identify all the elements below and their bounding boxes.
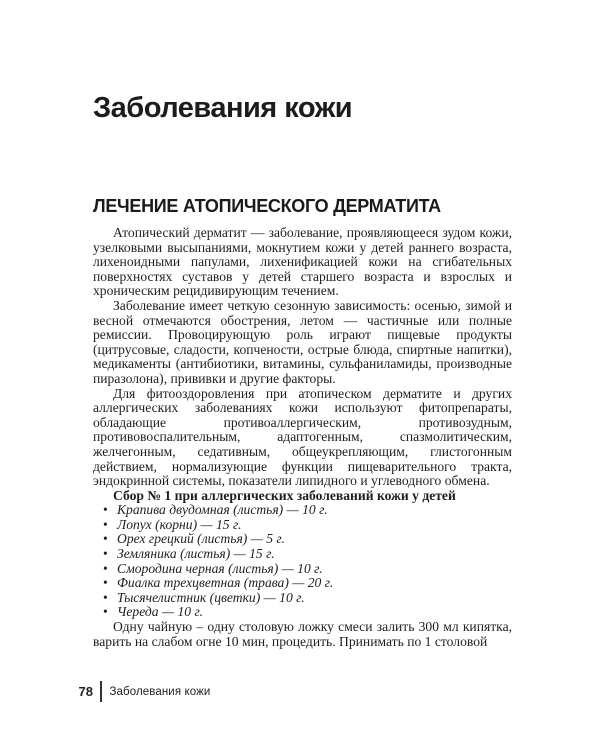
- paragraph-seasonality: Заболевание имеет четкую сезонную зависимость: осенью, зимой и весной отмечаются обострения, летом — частичные или полные ремиссии. Провоцирующую роль играют пищевые продукты (цитрусовые, сладости, копчености, острые блюда, спиртные напитки), медикаменты (антибиотики, витамины, сульфаниламиды, производные пиразолона), прививки и другие факторы.: [93, 297, 512, 386]
- chapter-title: Заболевания кожи: [93, 92, 353, 124]
- list-item-label: Лопух (корни) — 15 г.: [117, 516, 242, 532]
- list-item-label: Фиалка трехцветная (трава) — 20 г.: [117, 575, 334, 591]
- list-item: [93, 605, 512, 620]
- bullet-icon: •: [103, 502, 108, 518]
- list-item-label: Смородина черная (листья) — 10 г.: [117, 560, 323, 576]
- paragraph-instructions: Одну чайную – одну столовую ложку смеси залить 300 мл кипятка, варить на слабом огне 10 мин, процедить. Принимать по 1 столовой: [93, 619, 512, 649]
- page-footer: [71, 681, 210, 702]
- list-item-label: Крапива двудомная (листья) — 10 г.: [117, 502, 328, 518]
- section-heading: ЛЕЧЕНИЕ АТОПИЧЕСКОГО ДЕРМАТИТА: [93, 196, 441, 216]
- recipe-list: [93, 503, 512, 620]
- bullet-icon: •: [103, 560, 108, 576]
- paragraph-intro: Атопический дерматит — заболевание, проявляющееся зудом кожи, узелковыми высыпаниями, мокнутием кожи у детей раннего возраста, лихеноидными папулами, лихенификацией кожи на сгибательных поверхностях суставов у детей старшего возраста и взрослых и хроническим рецидивирующим течением.: [93, 225, 512, 299]
- list-item-label: Череда — 10 г.: [117, 604, 203, 620]
- bullet-icon: •: [103, 546, 108, 562]
- bullet-icon: •: [103, 516, 108, 532]
- list-item: [93, 518, 512, 533]
- recipe-heading: Сбор № 1 при аллергических заболеваний кожи у детей: [113, 487, 456, 503]
- bullet-icon: •: [103, 604, 108, 620]
- list-item-label: Тысячелистник (цветки) — 10 г.: [117, 589, 305, 605]
- list-item: [93, 591, 512, 606]
- list-item: [93, 576, 512, 591]
- list-item-label: Земляника (листья) — 15 г.: [117, 546, 275, 562]
- running-title: Заболевания кожи: [109, 685, 211, 698]
- list-item-label: Орех грецкий (листья) — 5 г.: [117, 531, 285, 547]
- list-item: [93, 503, 512, 518]
- body-text: [93, 226, 512, 649]
- page-number: 78: [78, 684, 93, 699]
- footer-divider: [100, 681, 102, 702]
- list-item: [93, 562, 512, 577]
- bullet-icon: •: [103, 575, 108, 591]
- bullet-icon: •: [103, 531, 108, 547]
- bullet-icon: •: [103, 589, 108, 605]
- list-item: [93, 532, 512, 547]
- list-item: [93, 547, 512, 562]
- paragraph-phytotherapy: Для фитооздоровления при атопическом дерматите и других аллергических заболеваниях кожи используют фитопрепараты, обладающие противоаллергическим, противозудным, противовоспалительным, адаптогенным, спазмолитическим, желчегонным, седативным, общеукрепляющим, глистогонным действием, нормализующие функции пищеварительного тракта, эндокринной системы, показатели липидного и углеводного обмена.: [93, 385, 512, 489]
